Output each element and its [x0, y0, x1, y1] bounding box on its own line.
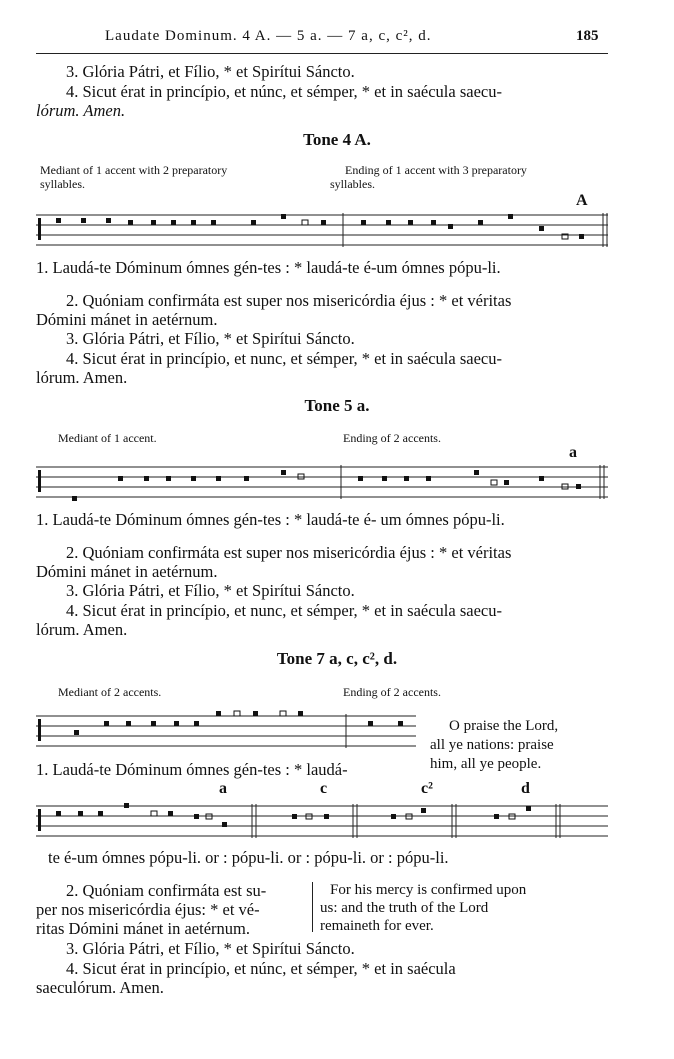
tone-5a-verse-4-line2: lórum. Amen.	[36, 620, 128, 639]
tone-4a-staff	[36, 210, 610, 252]
tone-4a-mediant-label: Mediant of 1 accent with 2 preparatory	[40, 163, 228, 177]
english-line-2: all ye nations: praise	[430, 737, 554, 753]
ending-letter-a: a	[219, 780, 227, 797]
tone-5a-verse-4-line1: 4. Sicut érat in princípio, et nunc, et sémper, * et in saécula saecu-	[66, 601, 502, 620]
tone-7-verse-2-latin-1: 2. Quóniam confirmáta est su-	[66, 881, 267, 900]
tone-7-verse-2-latin-3: ritas Dómini mánet in aetérnum.	[36, 919, 250, 938]
ending-letter-d: d	[521, 780, 530, 797]
tone-7-verse-2-english-2: us: and the truth of the Lord	[320, 900, 489, 916]
tone-7-verse-4-line1: 4. Sicut érat in princípio, et núnc, et sémper, * et in saécula	[66, 959, 456, 978]
running-title: Laudate Dominum. 4 A. — 5 a. — 7 a, c, c², d.	[105, 28, 432, 44]
ending-letter-c: c	[320, 780, 328, 797]
tone-4a-verse-4-line2: lórum. Amen.	[36, 368, 128, 387]
column-divider	[312, 882, 313, 932]
tone-7-verse-3: 3. Glória Pátri, et Fílio, * et Spirítui Sáncto.	[66, 939, 355, 958]
tone-7-verse-2-english-3: remaineth for ever.	[320, 918, 434, 934]
tone-5a-verse-1: 1. Laudá-te Dóminum ómnes gén-tes : * laudá-te é- um ómnes pópu-li.	[36, 510, 505, 529]
page-number: 185	[576, 28, 599, 44]
tone-4a-ending-label: Ending of 1 accent with 3 preparatory	[345, 163, 527, 177]
tone-4a-mediant-label-2: syllables.	[40, 177, 85, 191]
tone-5a-mediant-label: Mediant of 1 accent.	[58, 431, 157, 445]
tone-4a-ending-label-2: syllables.	[330, 177, 375, 191]
tone-7-verse-1-part2: te é-um ómnes pópu-li. or : pópu-li. or : pópu-li. or : pópu-li.	[48, 848, 449, 867]
verse-4-prev-line1: 4. Sicut érat in princípio, et núnc, et sémper, * et in saécula saecu-	[66, 82, 502, 101]
ending-letter-c2: c²	[421, 780, 433, 797]
verse-3-prev: 3. Glória Pátri, et Fílio, * et Spirítui Sáncto.	[66, 62, 355, 81]
english-line-1: O praise the Lord,	[449, 718, 559, 734]
tone-4a-verse-1: 1. Laudá-te Dóminum ómnes gén-tes : * laudá-te é-um ómnes pópu-li.	[36, 258, 501, 277]
tone-4a-title: Tone 4 A.	[303, 130, 371, 149]
tone-7-verse-2-latin-2: per nos misericórdia éjus: * et vé-	[36, 900, 260, 919]
tone-5a-title: Tone 5 a.	[304, 396, 370, 415]
tone-4a-verse-2-line1: 2. Quóniam confirmáta est super nos misericórdia éjus : * et véritas	[66, 291, 512, 310]
tone-4a-verse-2-line2: Dómini mánet in aetérnum.	[36, 310, 218, 329]
tone-5a-ending-letter: a	[569, 444, 577, 461]
verse-4-prev-line2: lórum. Amen.	[36, 101, 126, 120]
tone-7-mediant-staff	[36, 708, 420, 754]
tone-4a-verse-3: 3. Glória Pátri, et Fílio, * et Spirítui Sáncto.	[66, 329, 355, 348]
tone-7-ending-label: Ending of 2 accents.	[343, 685, 441, 699]
tone-7-verse-1-part1: 1. Laudá-te Dóminum ómnes gén-tes : * laudá-	[36, 760, 348, 779]
tone-7-ending-staff	[36, 800, 610, 844]
tone-4a-verse-4-line1: 4. Sicut érat in princípio, et nunc, et sémper, * et in saécula saecu-	[66, 349, 502, 368]
tone-7-title: Tone 7 a, c, c², d.	[276, 649, 398, 668]
tone-5a-ending-label: Ending of 2 accents.	[343, 431, 441, 445]
tone-5a-verse-2-line1: 2. Quóniam confirmáta est super nos misericórdia éjus : * et véritas	[66, 543, 512, 562]
tone-5a-staff	[36, 462, 610, 504]
tone-4a-ending-letter: A	[576, 192, 588, 209]
tone-7-verse-4-line2: saeculórum. Amen.	[36, 978, 164, 997]
header-rule	[36, 53, 608, 54]
tone-7-verse-2-english-1: For his mercy is confirmed upon	[330, 882, 527, 898]
tone-5a-verse-3: 3. Glória Pátri, et Fílio, * et Spirítui Sáncto.	[66, 581, 355, 600]
tone-7-mediant-label: Mediant of 2 accents.	[58, 685, 162, 699]
english-line-3: him, all ye people.	[430, 756, 542, 772]
tone-5a-verse-2-line2: Dómini mánet in aetérnum.	[36, 562, 218, 581]
